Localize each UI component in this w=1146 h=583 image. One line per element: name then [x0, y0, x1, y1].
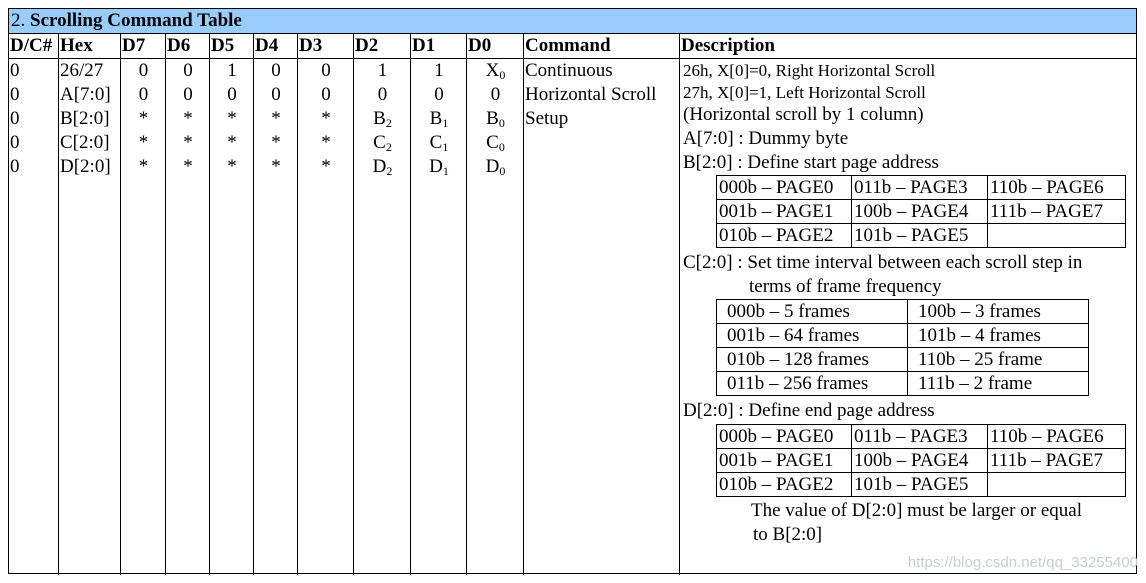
- header-description: Description: [680, 34, 1136, 59]
- cell-d7: [121, 155, 166, 179]
- cell-value: *: [271, 108, 281, 129]
- cell-value: C: [486, 132, 499, 153]
- cell-dc: [10, 155, 20, 179]
- cell-d6: [166, 155, 210, 179]
- sub-table-cell: 010b – 128 frames: [717, 348, 908, 372]
- cell-value: 0: [10, 156, 20, 177]
- cell-d7: [121, 107, 166, 131]
- cell-dc: [10, 83, 20, 107]
- sub-table-row: [717, 473, 1126, 497]
- sub-table-cell: 011b – 256 frames: [717, 372, 908, 396]
- table-title: [9, 9, 1136, 34]
- cell-d6: [166, 59, 210, 83]
- cell-value: 26/27: [60, 60, 104, 81]
- header-d5: D5: [210, 34, 254, 59]
- cell-d5: [210, 83, 254, 107]
- cell-value: D: [485, 156, 500, 177]
- cell-d4: [254, 131, 298, 155]
- cell-value: *: [227, 108, 237, 129]
- cell-value: *: [183, 156, 193, 177]
- cell-subscript: 2: [385, 116, 392, 130]
- title-text: Scrolling Command Table: [30, 10, 242, 31]
- cell-hex: [60, 59, 103, 83]
- cell-value: 0: [10, 84, 20, 105]
- header-d1: D1: [411, 34, 467, 59]
- cell-value: B[2:0]: [60, 108, 110, 129]
- cell-d5: [210, 59, 254, 83]
- cell-dc: [10, 59, 20, 83]
- cell-d4: [254, 107, 298, 131]
- desc-line-6: C[2:0] : Set time interval between each scroll step in: [683, 252, 1083, 273]
- cell-d6: [166, 131, 210, 155]
- desc-line-5: B[2:0] : Define start page address: [683, 152, 939, 173]
- sub-table-row: [717, 200, 1126, 224]
- cell-d1: [411, 83, 467, 107]
- sub-table-cell: 001b – PAGE1: [717, 200, 852, 224]
- end-page-table: [716, 424, 1126, 497]
- cell-subscript: 0: [498, 140, 505, 154]
- cell-value: *: [227, 132, 237, 153]
- sub-table-cell: 010b – PAGE2: [717, 473, 852, 497]
- cell-d1: [411, 155, 467, 183]
- cell-value: 1: [377, 60, 388, 81]
- cell-value: *: [138, 156, 149, 177]
- sub-table-cell: 011b – PAGE3: [852, 425, 988, 449]
- sub-table-cell: 100b – 3 frames: [908, 300, 1089, 324]
- sub-table-cell: 010b – PAGE2: [717, 224, 852, 248]
- cell-hex: [60, 131, 110, 155]
- cell-value: X: [485, 60, 500, 81]
- header-d3: D3: [298, 34, 354, 59]
- cell-d4: [254, 59, 298, 83]
- cell-subscript: 0: [499, 164, 506, 178]
- sub-table-cell: 011b – PAGE3: [852, 176, 988, 200]
- desc-line-8: D[2:0] : Define end page address: [683, 400, 935, 421]
- header-d4: D4: [254, 34, 298, 59]
- cell-d7: [121, 131, 166, 155]
- cell-value: 0: [434, 84, 444, 105]
- cell-value: 0: [10, 108, 20, 129]
- cell-d3: [298, 155, 354, 179]
- sub-table-cell: 110b – PAGE6: [988, 176, 1126, 200]
- cell-d5: [210, 107, 254, 131]
- cell-value: *: [138, 132, 149, 153]
- cell-subscript: 2: [386, 164, 393, 178]
- frame-interval-table: [716, 299, 1089, 396]
- cell-value: 1: [434, 60, 444, 81]
- cell-subscript: 2: [385, 140, 392, 154]
- cell-value: C: [429, 132, 443, 153]
- cell-value: C[2:0]: [60, 132, 110, 153]
- header-d6: D6: [166, 34, 210, 59]
- cell-hex: [60, 155, 111, 179]
- cell-value: *: [321, 156, 331, 177]
- sub-table-cell: [988, 473, 1126, 497]
- scrolling-command-table: [8, 8, 1137, 574]
- cell-subscript: 0: [499, 68, 506, 82]
- desc-line-7: terms of frame frequency: [749, 276, 942, 297]
- desc-line-3: (Horizontal scroll by 1 column): [683, 104, 924, 125]
- cell-d2: [354, 59, 411, 83]
- start-page-table: [716, 175, 1126, 248]
- desc-line-2: 27h, X[0]=1, Left Horizontal Scroll: [683, 83, 926, 102]
- cell-d4: [254, 83, 298, 107]
- cell-d0: [467, 155, 524, 183]
- cell-d2: [354, 155, 411, 183]
- cell-subscript: 1: [442, 116, 449, 130]
- desc-line-1: 26h, X[0]=0, Right Horizontal Scroll: [683, 61, 936, 80]
- cell-value: 0: [10, 132, 20, 153]
- sub-table-cell: 111b – 2 frame: [908, 372, 1089, 396]
- cell-value: 0: [271, 84, 281, 105]
- cell-value: D: [429, 156, 443, 177]
- cell-dc: [10, 131, 20, 155]
- cell-value: 0: [183, 84, 193, 105]
- sub-table-cell: 111b – PAGE7: [988, 449, 1126, 473]
- header-hex: Hex: [59, 34, 121, 59]
- cell-subscript: 0: [498, 116, 505, 130]
- cell-value: *: [271, 132, 281, 153]
- cell-value: *: [271, 156, 281, 177]
- header-d0: D0: [467, 34, 524, 59]
- sub-table-cell: 000b – 5 frames: [717, 300, 908, 324]
- sub-table-cell: 110b – 25 frame: [908, 348, 1089, 372]
- cell-value: 0: [321, 60, 331, 81]
- cell-d3: [298, 107, 354, 131]
- watermark: https://blog.csdn.net/qq_33255400: [907, 554, 1138, 571]
- cell-value: 0: [321, 84, 331, 105]
- cell-value: *: [138, 108, 149, 129]
- cell-value: B: [486, 108, 499, 129]
- cell-d6: [166, 83, 210, 107]
- cell-value: 0: [377, 84, 388, 105]
- header-d2: D2: [354, 34, 411, 59]
- cell-d5: [210, 155, 254, 179]
- sub-table-cell: 101b – PAGE5: [852, 224, 988, 248]
- column-divider: [58, 34, 59, 575]
- cell-value: 0: [10, 60, 20, 81]
- command-line-3: Setup: [525, 108, 569, 129]
- cell-value: D[2:0]: [60, 156, 111, 177]
- sub-table-cell: 001b – 64 frames: [717, 324, 908, 348]
- cell-value: *: [183, 108, 193, 129]
- cell-value: *: [183, 132, 193, 153]
- sub-table-row: [717, 372, 1089, 396]
- cell-value: *: [321, 132, 331, 153]
- sub-table-row: [717, 224, 1126, 248]
- cell-subscript: 1: [442, 140, 449, 154]
- cell-d3: [298, 83, 354, 107]
- sub-table-cell: 000b – PAGE0: [717, 176, 852, 200]
- cell-d1: [411, 59, 467, 83]
- cell-d2: [354, 83, 411, 107]
- cell-dc: [10, 107, 20, 131]
- cell-value: A[7:0]: [60, 84, 111, 105]
- cell-d5: [210, 131, 254, 155]
- title-number: 2.: [11, 10, 26, 31]
- header-d7: D7: [121, 34, 166, 59]
- cell-value: 0: [183, 60, 193, 81]
- cell-value: D: [372, 156, 387, 177]
- cell-value: B: [429, 108, 443, 129]
- sub-table-cell: 001b – PAGE1: [717, 449, 852, 473]
- cell-d4: [254, 155, 298, 179]
- sub-table-row: [717, 425, 1126, 449]
- desc-line-4: A[7:0] : Dummy byte: [683, 128, 849, 149]
- desc-line-10: to B[2:0]: [753, 524, 823, 545]
- sub-table-row: [717, 348, 1089, 372]
- cell-value: 0: [227, 84, 237, 105]
- cell-value: 1: [227, 60, 237, 81]
- cell-d3: [298, 59, 354, 83]
- sub-table-cell: 000b – PAGE0: [717, 425, 852, 449]
- sub-table-cell: 100b – PAGE4: [852, 200, 988, 224]
- column-divider: [679, 34, 680, 575]
- header-command: Command: [524, 34, 680, 59]
- sub-table-row: [717, 300, 1089, 324]
- sub-table-row: [717, 324, 1089, 348]
- cell-value: 0: [138, 84, 149, 105]
- cell-d3: [298, 131, 354, 155]
- sub-table-cell: [988, 224, 1126, 248]
- cell-value: 0: [490, 84, 501, 105]
- cell-d6: [166, 107, 210, 131]
- cell-value: B: [373, 108, 386, 129]
- cell-d0: [467, 83, 524, 107]
- command-line-2: Horizontal Scroll: [525, 84, 657, 105]
- cell-d7: [121, 59, 166, 83]
- cell-value: C: [373, 132, 386, 153]
- desc-line-9: The value of D[2:0] must be larger or equal: [751, 500, 1082, 521]
- sub-table-cell: 100b – PAGE4: [852, 449, 988, 473]
- cell-d7: [121, 83, 166, 107]
- cell-value: *: [321, 108, 331, 129]
- cell-value: *: [227, 156, 237, 177]
- command-line-1: Continuous: [525, 60, 613, 81]
- cell-subscript: 1: [442, 164, 449, 178]
- cell-hex: [60, 83, 111, 107]
- sub-table-cell: 111b – PAGE7: [988, 200, 1126, 224]
- sub-table-cell: 101b – 4 frames: [908, 324, 1089, 348]
- cell-value: 0: [138, 60, 149, 81]
- sub-table-cell: 101b – PAGE5: [852, 473, 988, 497]
- cell-value: 0: [271, 60, 281, 81]
- header-dc: D/C#: [9, 34, 59, 59]
- sub-table-row: [717, 176, 1126, 200]
- cell-hex: [60, 107, 110, 131]
- sub-table-cell: 110b – PAGE6: [988, 425, 1126, 449]
- sub-table-row: [717, 449, 1126, 473]
